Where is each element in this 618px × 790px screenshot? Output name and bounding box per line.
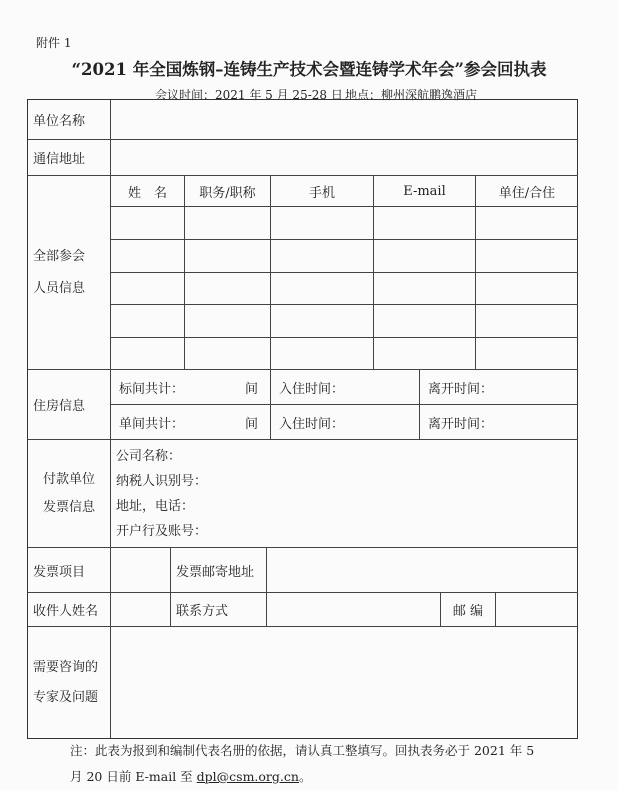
column-header: 手机	[271, 176, 374, 207]
attendee-cell[interactable]	[271, 207, 374, 240]
label-consult-line1: 需要咨询的	[33, 659, 99, 675]
label-contact: 联系方式	[171, 593, 267, 627]
label-attendees-line2: 人员信息	[33, 280, 86, 296]
footnote-text: 注：此表为报到和编制代表名册的依据，请认真工整填写。回执表务必于 2021 年 5 月 20 日前 E-mail 至	[70, 743, 535, 784]
attendee-cell[interactable]	[185, 240, 271, 273]
label-invoice-line1: 付款单位	[42, 471, 95, 487]
housing-checkin-cell[interactable]	[271, 405, 420, 440]
label-attendees	[28, 176, 111, 370]
column-header: 姓 名	[111, 176, 185, 207]
invoice-tax-id: 纳税人识别号：	[116, 473, 208, 489]
invoice-item-field[interactable]	[111, 548, 171, 593]
meeting-time: 会议时间：2021 年 5 月 25-28 日	[155, 88, 343, 102]
invoice-info-fields[interactable]	[111, 440, 578, 548]
attendee-cell[interactable]	[111, 305, 185, 338]
label-attendees-line1: 全部参会	[33, 248, 86, 264]
housing-label: 入住时间：	[279, 416, 345, 432]
attendee-cell[interactable]	[185, 273, 271, 305]
housing-checkout-cell[interactable]	[420, 370, 578, 405]
label-invoice-line2: 发票信息	[42, 499, 95, 515]
attachment-label: 附件 1	[36, 36, 72, 50]
contact-field[interactable]	[267, 593, 441, 627]
attendee-cell[interactable]	[271, 273, 374, 305]
label-postcode: 邮 编	[441, 593, 496, 627]
attendee-cell[interactable]	[271, 240, 374, 273]
column-header: 单住/合住	[476, 176, 578, 207]
attendee-cell[interactable]	[185, 338, 271, 370]
attendee-cell[interactable]	[111, 240, 185, 273]
column-header: 职务/职称	[185, 176, 271, 207]
housing-label: 离开时间：	[428, 416, 494, 432]
label-consult	[28, 627, 111, 738]
attendee-cell[interactable]	[476, 273, 578, 305]
attendee-cell[interactable]	[374, 305, 476, 338]
address-field[interactable]	[111, 140, 578, 176]
invoice-mail-address-field[interactable]	[267, 548, 578, 593]
attendee-cell[interactable]	[476, 305, 578, 338]
page-title: “2021 年全国炼钢–连铸生产技术会暨连铸学术年会”参会回执表	[71, 60, 547, 79]
attendee-cell[interactable]	[185, 305, 271, 338]
housing-checkout-cell[interactable]	[420, 405, 578, 440]
housing-label: 单间共计：	[119, 416, 185, 432]
housing-label: 标间共计：	[119, 381, 185, 397]
attendee-cell[interactable]	[111, 207, 185, 240]
registration-form-table	[27, 99, 578, 739]
attendee-cell[interactable]	[271, 305, 374, 338]
attendee-cell[interactable]	[476, 338, 578, 370]
attendee-cell[interactable]	[111, 338, 185, 370]
attendee-cell[interactable]	[271, 338, 374, 370]
attendee-cell[interactable]	[476, 240, 578, 273]
housing-count-cell[interactable]	[111, 370, 271, 405]
label-invoice-mail-address: 发票邮寄地址	[171, 548, 267, 593]
attendee-cell[interactable]	[374, 240, 476, 273]
label-unit-name: 单位名称	[28, 100, 111, 140]
postcode-field[interactable]	[496, 593, 578, 627]
attendee-cell[interactable]	[185, 207, 271, 240]
housing-checkin-cell[interactable]	[271, 370, 420, 405]
unit-name-field[interactable]	[111, 100, 578, 140]
footnote	[70, 738, 550, 790]
consult-field[interactable]	[111, 627, 578, 738]
attendee-cell[interactable]	[476, 207, 578, 240]
attendee-cell[interactable]	[374, 338, 476, 370]
footnote-end: 。	[298, 769, 312, 784]
venue: 地点：柳州深航鹏逸酒店	[345, 88, 478, 102]
label-consult-line2: 专家及问题	[33, 689, 99, 705]
label-invoice-info	[28, 440, 111, 548]
label-invoice-item: 发票项目	[28, 548, 111, 593]
housing-count-cell[interactable]	[111, 405, 271, 440]
attendee-cell[interactable]	[111, 273, 185, 305]
email-link[interactable]: dpl@csm.org.cn	[196, 769, 299, 784]
room-unit: 间	[244, 416, 258, 432]
attendee-cell[interactable]	[374, 207, 476, 240]
recipient-name-field[interactable]	[111, 593, 171, 627]
label-recipient-name: 收件人姓名	[28, 593, 111, 627]
housing-label: 入住时间：	[279, 381, 345, 397]
room-unit: 间	[244, 381, 258, 397]
invoice-company-name: 公司名称：	[116, 448, 182, 464]
column-header: E-mail	[374, 176, 476, 207]
label-address: 通信地址	[28, 140, 111, 176]
attendee-cell[interactable]	[374, 273, 476, 305]
housing-label: 离开时间：	[428, 381, 494, 397]
invoice-address-phone: 地址，电话：	[116, 498, 195, 514]
label-housing: 住房信息	[28, 370, 111, 440]
invoice-bank-account: 开户行及账号：	[116, 523, 208, 539]
